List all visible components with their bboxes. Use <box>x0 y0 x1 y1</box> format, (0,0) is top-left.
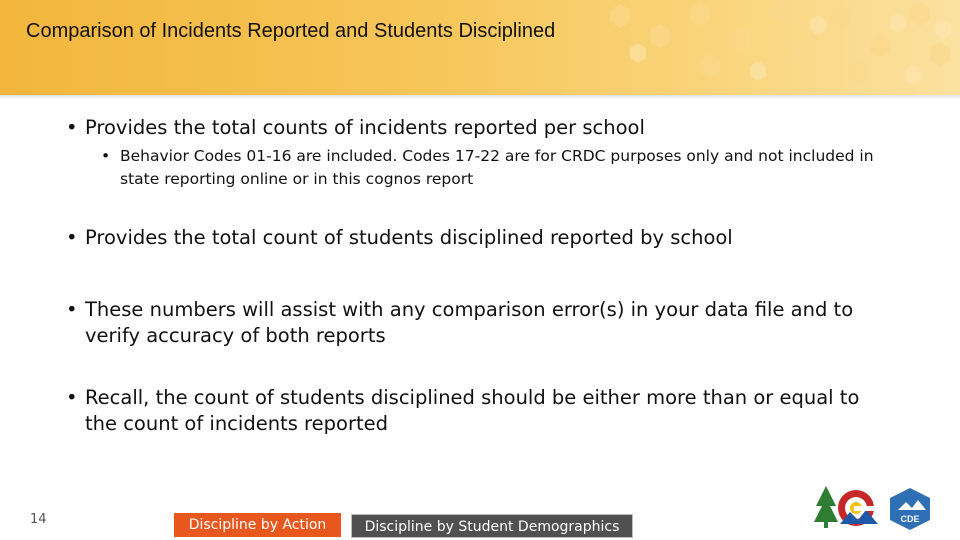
bullet-text: • Provides the total counts of incidents reported per school <box>85 116 645 139</box>
sub-bullet-item <box>101 145 891 191</box>
slide-title: Comparison of Incidents Reported and Students Disciplined <box>26 20 556 42</box>
colorado-logo-icon <box>814 484 884 528</box>
discipline-by-demographics-button[interactable]: Discipline by Student Demographics <box>351 514 633 538</box>
bullet-text: • Recall, the count of students disciplined should be either more than or equal to the count of incidents reported <box>85 386 860 435</box>
page-number: 14 <box>30 512 47 527</box>
bullet-text: • Provides the total count of students disciplined reported by school <box>85 226 733 249</box>
discipline-by-action-button[interactable]: Discipline by Action <box>174 513 341 537</box>
cde-logo-icon <box>880 486 940 530</box>
bullet-item <box>66 297 866 349</box>
bullet-item <box>66 115 866 141</box>
sub-bullet-text: • Behavior Codes 01-16 are included. Codes 17-22 are for CRDC purposes only and not included in state reporting online or in this cognos report <box>120 147 874 188</box>
bullet-item <box>66 385 866 437</box>
bullet-text: • These numbers will assist with any comparison error(s) in your data file and to verify accuracy of both reports <box>85 298 854 347</box>
bullet-item <box>66 225 866 251</box>
cde-logo-label: CDE <box>900 514 920 524</box>
